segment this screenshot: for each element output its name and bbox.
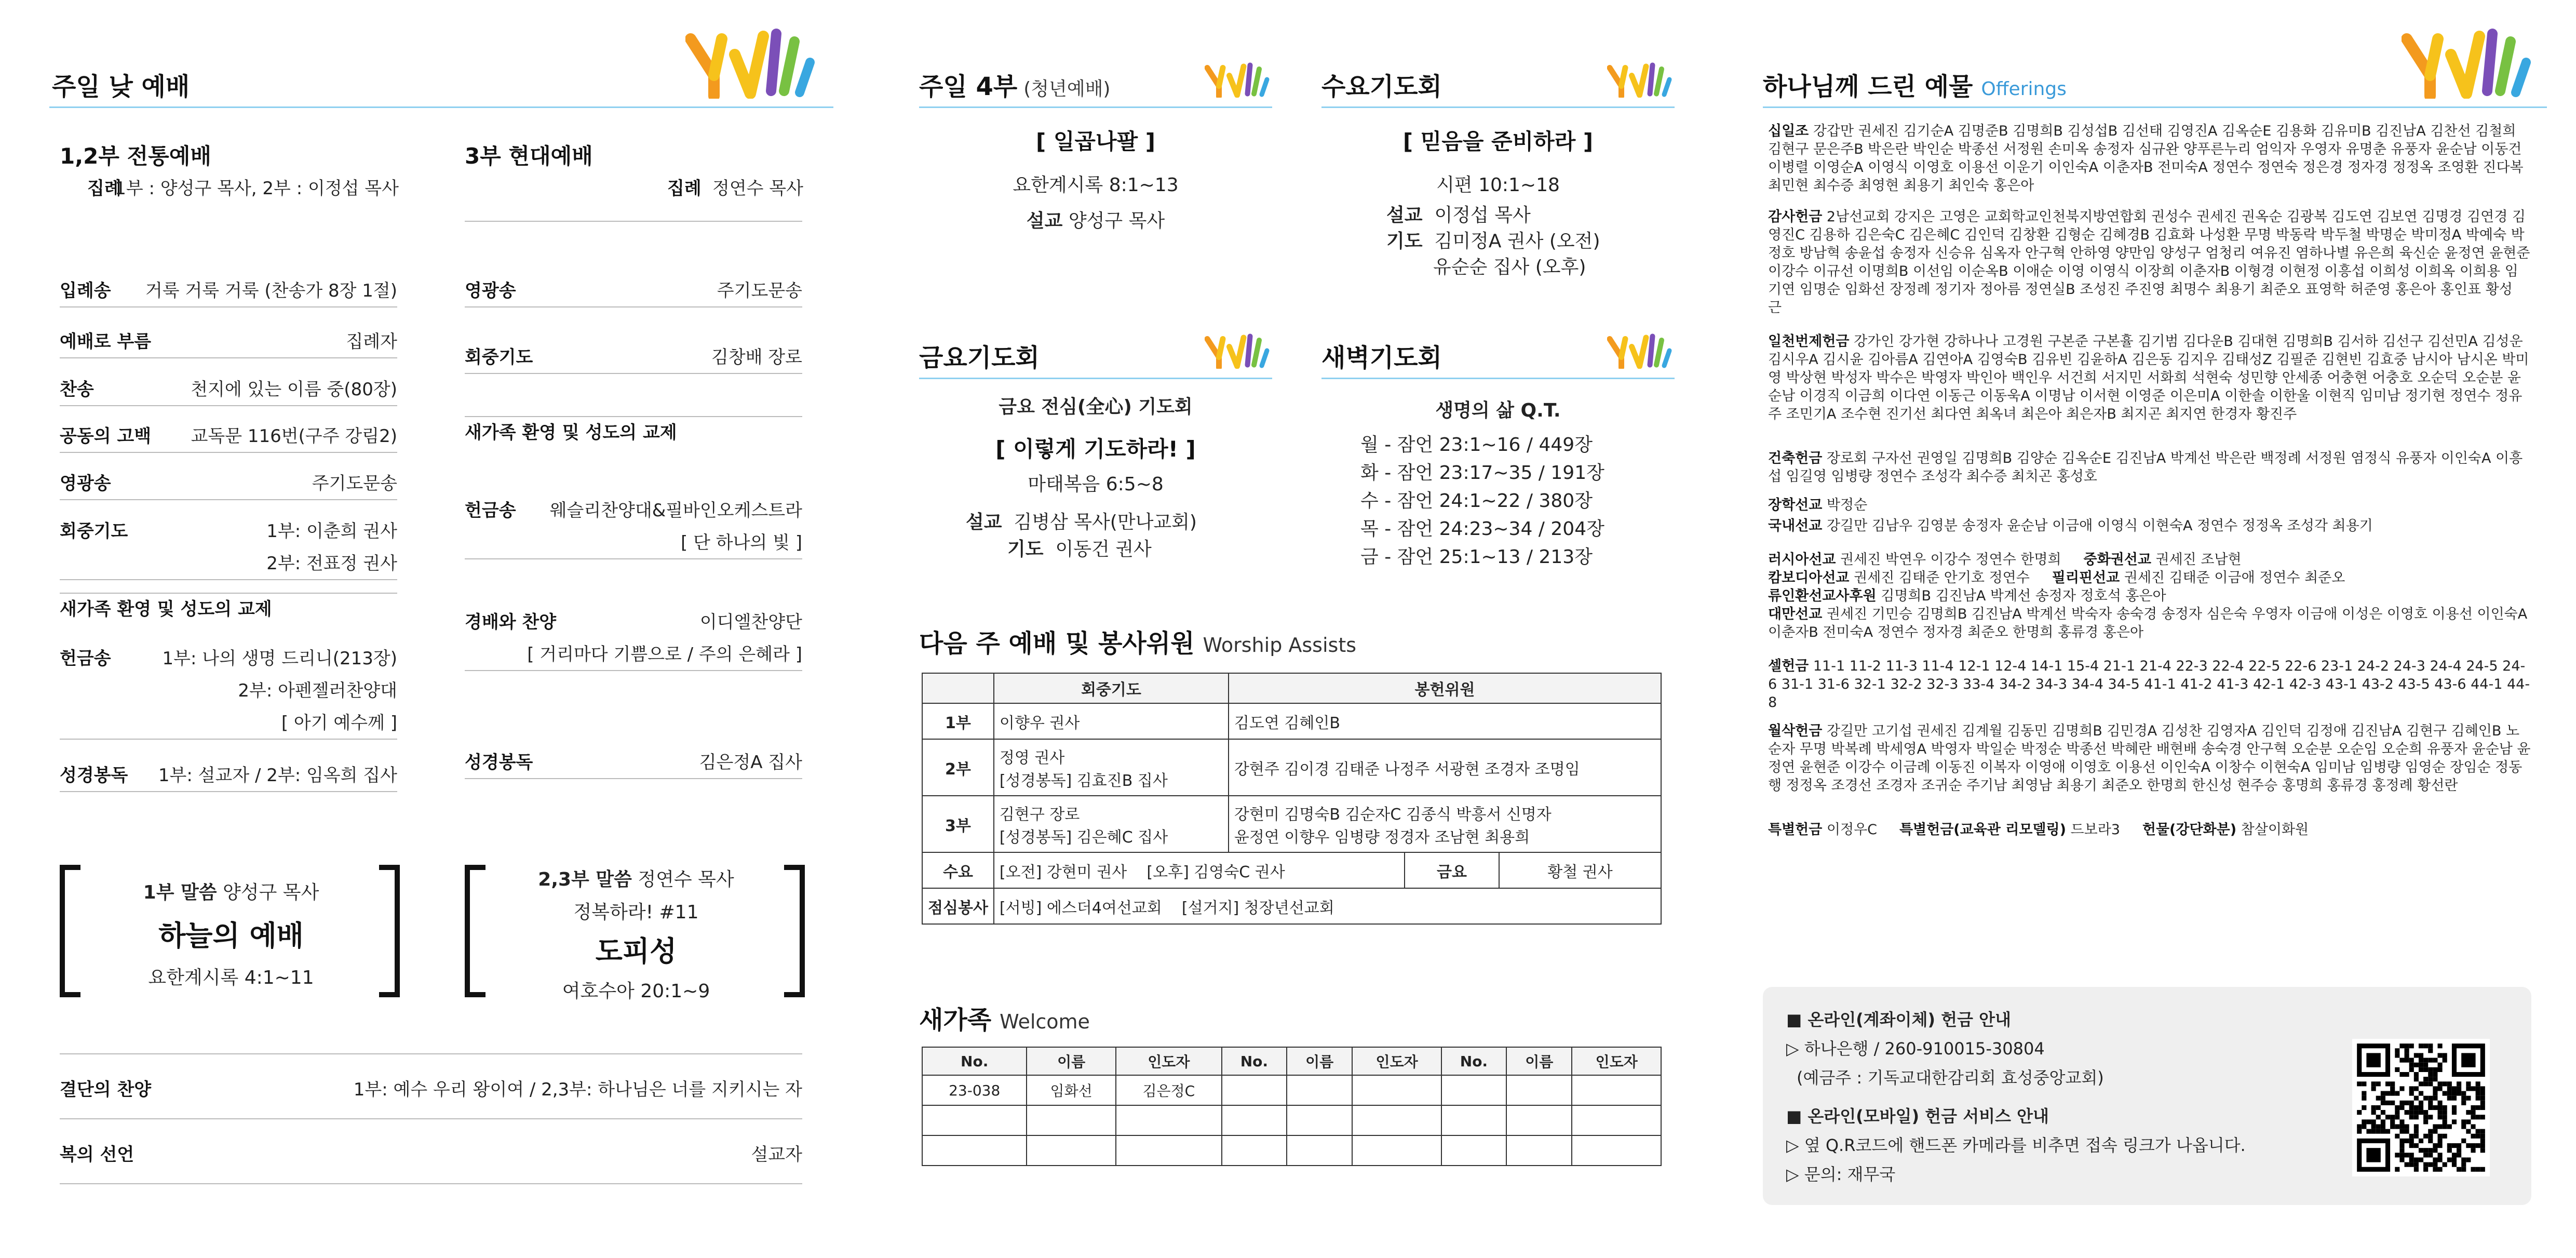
column-header: No.: [1441, 1047, 1506, 1075]
order-value: 김은정A 집사: [699, 752, 802, 773]
offering-block: [1768, 449, 2531, 486]
sermon-text: 요한계시록 4:1~11: [148, 967, 314, 988]
table-row: 2부 정영 권사 [성경봉독] 김효진B 집사 강현주 김이경 김태준 나정주 서광현 조경자 조명임: [922, 739, 1661, 796]
table-row: 3부 김현구 장로 [성경봉독] 김은혜C 집사 강현미 김명숙B 김순자C 김종식 박흥서 신명자 윤정연 이향우 임병량 정경자 조남현 최용희: [922, 796, 1661, 852]
table-cell: [1287, 1135, 1352, 1166]
online-offering-info: ■ 온라인(계좌이체) 헌금 안내 ▷ 하나은행 / 260-910015-30804 (예금주 : 기독교대한감리회 효성중앙교회) ■ 온라인(모바일) 헌금 서비스 안내 ▷ 옆 Q.R코드에 핸드폰 카메라를 비추면 접속 링크가 나옵니다. ▷ 문의: 재무국: [1786, 1010, 2246, 1184]
offering-label: 대만선교: [1768, 606, 1823, 622]
title-underline: [49, 106, 833, 108]
column-header: 인도자: [1116, 1047, 1222, 1075]
table-row: [922, 1105, 1661, 1135]
offering-label: 감사헌금: [1768, 209, 1823, 225]
wednesday-prayer-title: 수요기도회: [1321, 72, 1442, 101]
table-row: [922, 1075, 1661, 1105]
traditional-worship-heading: 1,2부 전통예배: [60, 143, 211, 169]
column-header: 인도자: [1352, 1047, 1441, 1075]
order-label: 공동의 고백: [60, 426, 152, 447]
offering-block: [1768, 332, 2531, 423]
list-item: 목 - 잠언 24:23~34 / 204장: [1360, 518, 1604, 540]
sermon-title: 하늘의 예배: [158, 919, 304, 952]
order-label: 영광송: [60, 473, 111, 494]
offering-names: 김명희B 김진남A 박계선 송정자 정호석 홍은아: [1881, 588, 2166, 604]
offering-label: 특별헌금(교육관 리모델링): [1899, 822, 2066, 838]
leader-value: 1부 : 양성구 목사, 2부 : 이정섭 목사: [115, 178, 399, 199]
offering-block: [1768, 208, 2531, 317]
offering-names: 박정순: [1826, 497, 1868, 513]
table-cell: [1572, 1105, 1661, 1135]
sermon-label: 1부 말씀: [143, 882, 217, 903]
order-label: 새가족 환영 및 성도의 교제: [60, 599, 272, 620]
church-logo-icon: [1205, 61, 1272, 98]
offering-names: 권세진 김태준 이금애 정연수 최준오: [2124, 570, 2345, 586]
offering-label: 국내선교: [1768, 518, 1823, 534]
qr-code-icon[interactable]: [2352, 1039, 2490, 1176]
table-cell: [1441, 1135, 1506, 1166]
qr-code-icon: [2352, 1039, 2490, 1176]
offering-label: 필리핀선교: [2052, 570, 2120, 586]
table-cell: [1116, 1135, 1222, 1166]
offering-label: 헌물(강단화분): [2142, 822, 2237, 838]
order-label: 경배와 찬양: [465, 612, 557, 633]
offering-block: [1768, 551, 2531, 569]
order-value: 주기도문송: [312, 473, 397, 494]
table-row: 수요 [오전] 강현미 권사 [오후] 김영숙C 권사 금요 황철 권사: [922, 852, 1661, 888]
offering-block: [1768, 605, 2531, 641]
offering-label: 월삭헌금: [1768, 723, 1823, 739]
offering-names: 참살이화원: [2241, 822, 2309, 838]
table-cell: [1352, 1105, 1441, 1135]
order-label: 영광송: [465, 280, 516, 301]
order-value: 1부: 이춘희 권사: [266, 521, 397, 542]
table-cell: [1027, 1135, 1115, 1166]
column-header: No.: [1222, 1047, 1287, 1075]
church-logo-icon: [1205, 332, 1272, 369]
sermon-preacher: 양성구 목사: [223, 882, 319, 903]
sunday-4th-title: 주일 4부 (청년예배): [919, 72, 1111, 101]
table-cell: [1222, 1075, 1287, 1105]
order-label: 찬송: [60, 379, 94, 400]
order-value: [ 아기 예수께 ]: [281, 713, 397, 733]
column-header: 이름: [1027, 1047, 1115, 1075]
offering-label: 캄보디아선교: [1768, 570, 1850, 586]
wednesday-roles: 설교 이정섭 목사 기도 김미정A 권사 (오전) 유순순 집사 (오후): [1386, 205, 1600, 278]
order-label: 성경봉독: [60, 765, 128, 786]
order-label: 회중기도: [60, 521, 128, 542]
sunday-4th-block: [ 일곱나팔 ] 요한계시록 8:1~13 설교 양성구 목사: [919, 125, 1272, 233]
offering-label: 셀헌금: [1768, 658, 1809, 674]
table-cell: [922, 1135, 1027, 1166]
offering-block: [1768, 722, 2531, 795]
scripture: 요한계시록 8:1~13: [1013, 175, 1179, 196]
order-value: 주기도문송: [717, 280, 802, 301]
offering-names: 강갑만 권세진 김기순A 김명준B 김명희B 김성섭B 김선태 김영진A 김옥순E 김용화 김유미B 김진남A 김찬선 김철희 김현구 문은주B 박은란 박인순 박종선 서정원 손미옥 송정자 심규완 양푸른누리 엄익자 우영자 유명춘 유풍자 윤순남 이동건 이병렬 이영순A 이영식 이영호 이용선 이운기 이인숙A 이춘자B 전미숙A 정연수 정연숙 정은경 정자경 정정옥 조영환 진다복 최민현 최수증 최영현 최용기 최인숙 홍은아: [1768, 123, 2524, 194]
column-header: 인도자: [1572, 1047, 1661, 1075]
newcomers-title: 새가족 Welcome: [919, 1006, 1090, 1035]
table-cell: 김은정C: [1116, 1075, 1222, 1105]
offering-label: 류인환선교사후원: [1768, 588, 1877, 604]
church-logo-icon: [1607, 61, 1675, 98]
offering-block: [1768, 587, 2531, 605]
offering-names: 강길만 김남우 김영분 송정자 윤순남 이금애 이영식 이현숙A 정연수 정정옥 조성각 최용기: [1826, 518, 2373, 534]
offering-names: 11-1 11-2 11-3 11-4 12-1 12-4 14-1 15-4 21-1 21-4 22-3 22-4 22-5 22-6 23-1 24-2 24-3 24-4 24-5 24-6 31-1 31-6 32-1 32-2 32-3 33-4 34-2 34-3 34-4 34-5 41-1 41-2 41-3 42-1 42-3 43-1 43-2 43-5 43-6 44-1 44-8: [1768, 658, 2530, 711]
offering-names: 드보라3: [2070, 822, 2120, 838]
sunday-worship-title: 주일 낮 예배: [52, 72, 190, 101]
order-value: 웨슬리찬양대&필바인오케스트라: [549, 500, 802, 521]
order-value: 김창배 장로: [711, 347, 802, 368]
church-logo-icon: [2402, 26, 2537, 99]
newcomers-table: [922, 1047, 1662, 1166]
table-cell: [1506, 1075, 1572, 1105]
offering-label: 건축헌금: [1768, 450, 1823, 466]
order-value: 2부: 전표정 권사: [266, 553, 397, 574]
offering-block: [1768, 122, 2531, 195]
leader-label: 집례: [667, 178, 702, 199]
sermon-series: 정복하라! #11: [573, 902, 699, 923]
table-cell: [1027, 1105, 1115, 1135]
table-cell: [1441, 1105, 1506, 1135]
wednesday-block: [ 믿음을 준비하라 ] 시편 10:1~18: [1402, 129, 1594, 196]
church-logo-icon: [685, 26, 820, 99]
column-header: 이름: [1287, 1047, 1352, 1075]
table-cell: 23-038: [922, 1075, 1027, 1105]
dawn-prayer-title: 새벽기도회: [1321, 343, 1442, 372]
table-row: [922, 1135, 1661, 1166]
list-item: 월 - 잠언 23:1~16 / 449장: [1360, 434, 1593, 456]
offering-label: 특별헌금: [1768, 822, 1823, 838]
offering-label: 중화권선교: [2083, 552, 2151, 568]
order-value: 1부: 나의 생명 드리니(213장): [162, 648, 397, 669]
offering-label: 러시아선교: [1768, 552, 1836, 568]
table-row: 점심봉사 [서빙] 에스더4여선교회 [설거지] 청장년선교회: [922, 888, 1661, 924]
offering-block: [1768, 569, 2531, 587]
order-value: 교독문 116번(구주 강림2): [191, 426, 397, 447]
sermon-title: 도피성: [595, 935, 677, 968]
table-cell: [1506, 1105, 1572, 1135]
table-cell: [1287, 1075, 1352, 1105]
leader-label: 집례: [87, 178, 122, 199]
list-item: 수 - 잠언 24:1~22 / 380장: [1360, 490, 1593, 512]
order-value: 거룩 거룩 거룩 (찬송가 8장 1절): [145, 280, 397, 301]
assists-table: 회중기도 봉헌위원 1부 이향우 권사 김도연 김혜인B 2부 정영 권사 [성경봉독] 김효진B 집사 강현주 김이경 김태준 나정주 서광현 조경자 조명임 3부 김현구 장로 [성경봉독] 김은혜C 집사 강현미 김명숙B 김순자C 김종식 박흥서 신명자 윤정연 이향우 임병량 정경자 조남현 최용희 수요 [오전] 강현미 권사 [오후] 김영숙C 권사 금요 황철 권사 점심봉사 [서빙] 에스더4여선교회 [설거지] 청장년선교회: [922, 673, 1662, 925]
offering-names: 이정우C: [1826, 822, 1878, 838]
table-cell: 임화선: [1027, 1075, 1115, 1105]
offering-label: 십일조: [1768, 123, 1809, 139]
sermon-1: [75, 878, 387, 989]
offering-names: 권세진 박연우 이강수 정연수 한명희: [1840, 552, 2061, 568]
offering-names: 강길만 고기섭 권세진 김계월 김동민 김명희B 김민경A 김성찬 김영자A 김인덕 김정애 김진남A 김현구 김혜인B 노순자 무명 박복례 박세영A 박영자 박일순 박정순 박종선 박혜란 배현배 송숙경 안구혁 오순분 오순임 오순희 유풍자 윤순남 윤정연 윤현준 이강수 이금례 이동진 이복자 이영애 이영호 이용선 이인숙A 이창수 이현숙A 임미남 임병량 임영순 장임순 정동행 정정옥 조경선 조경자 조귀순 주기남 최영남 최용기 최준오 한명희 한신성 현주승 홍명희 홍류경 홍정례 황선란: [1768, 723, 2531, 794]
table-cell: [1441, 1075, 1506, 1105]
worship-assists-title: 다음 주 예배 및 봉사위원 Worship Assists: [919, 629, 1357, 658]
offering-block: [1768, 821, 2531, 839]
modern-worship-heading: 3부 현대예배: [465, 143, 593, 169]
dawn-qt-title: 생명의 삶 Q.T.: [1435, 400, 1561, 421]
order-value: 집례자: [346, 331, 397, 352]
table-cell: [1506, 1135, 1572, 1166]
order-label: 회중기도: [465, 347, 533, 368]
order-label: 새가족 환영 및 성도의 교제: [465, 422, 677, 443]
offering-block: [1768, 496, 2531, 514]
church-logo-icon: [1607, 332, 1675, 369]
friday-prayer-title: 금요기도회: [919, 343, 1040, 372]
order-label: 헌금송: [465, 500, 516, 521]
table-cell: [1352, 1135, 1441, 1166]
theme: [ 일곱나팔 ]: [1036, 129, 1155, 154]
order-value: [ 단 하나의 빛 ]: [681, 532, 802, 553]
offering-names: 장로회 구자선 권영일 김명희B 김양순 김옥순E 김진남A 박계선 박은란 백정례 서정원 염정식 유풍자 이인숙A 이흥섭 임길영 임병량 정연수 조성각 최수증 최치곤 홍성호: [1768, 450, 2523, 485]
table-cell: [1287, 1105, 1352, 1135]
order-label: 헌금송: [60, 648, 111, 669]
order-value: 2부: 아펜젤러찬양대: [238, 680, 397, 701]
offering-names: 2남선교회 강지은 고영은 교회학교인천북지방연합회 권성수 권세진 권옥순 김광복 김도연 김보연 김명경 김연경 김영진C 김용하 김은숙C 김은혜C 김인덕 김창환 김형순 김혜경B 김효화 나성환 무명 박동락 박두철 박명순 박미정A 박예숙 박정호 방남혁 송윤섭 송정자 신승유 심옥자 안구혁 안하영 양만임 양성구 엄청리 여유진 염하나별 유은희 육신순 윤정연 윤현준 이강수 이규선 이명희B 이선임 이순옥B 이애순 이영 이영식 이장희 이춘자B 이형경 이현정 이흥섭 이희성 이희옥 이희용 임기연 임명순 임화선 장정례 정기자 정아름 정연실B 조성진 주진영 최명수 최용기 최준오 표영학 허준영 홍은아 홍인표 황성근: [1768, 209, 2530, 316]
offering-label: 일천번제헌금: [1768, 333, 1850, 350]
offering-block: [1768, 517, 2531, 535]
friday-roles: 설교 김병삼 목사(만나교회) 기도 이동건 권사: [966, 512, 1197, 560]
list-item: 금 - 잠언 25:1~13 / 213장: [1360, 546, 1593, 568]
table-row: 1부 이향우 권사 김도연 김혜인B: [922, 703, 1661, 739]
dawn-list: [1360, 431, 1604, 571]
table-cell: [1116, 1105, 1222, 1135]
order-label: 입례송: [60, 280, 111, 301]
sermon-2: [480, 865, 792, 1003]
offering-names: 권세진 기민승 김명희B 김진남A 박계선 박숙자 송숙경 송정자 심은숙 우영자 이금애 이성은 이영호 이용선 이인숙A 이춘자B 전미숙A 정연수 정자경 최준오 한명희 홍류경 홍은아: [1768, 606, 2528, 640]
offering-block: [1768, 657, 2531, 712]
offering-names: 권세진 김태준 안기호 정연수: [1854, 570, 2030, 586]
order-label: 성경봉독: [465, 752, 533, 773]
column-header: 이름: [1506, 1047, 1572, 1075]
sermon-preacher: 정연수 목사: [638, 869, 734, 890]
sermon-label: 2,3부 말씀: [538, 869, 632, 890]
table-cell: [1572, 1135, 1661, 1166]
column-header: No.: [922, 1047, 1027, 1075]
leader-value: 정연수 목사: [712, 178, 803, 199]
order-value: [ 거리마다 기쁨으로 / 주의 은혜라 ]: [527, 644, 802, 665]
friday-block: 금요 전심(全心) 기도회 [ 이렇게 기도하라! ] 마태복음 6:5~8: [995, 396, 1196, 495]
offering-names: 권세진 조남현: [2155, 552, 2242, 568]
table-cell: [1222, 1135, 1287, 1166]
order-value: 천지에 있는 이름 중(80장): [191, 379, 397, 400]
offering-names: 강가인 강가현 강하나나 고경원 구본준 구본휼 김기범 김다운B 김대현 김명희B 김서하 김선구 김선민A 김성운 김시우A 김시윤 김아름A 김연아A 김영숙B 김유빈 김윤하A 김은동 김지우 김태성Z 김필준 김현빈 김효중 남시아 남시온 박미영 박상현 박성자 박수은 박영자 박인아 백인우 서건희 서지민 서화희 석현숙 성민향 안세종 어충현 어충호 오순덕 오순분 윤순남 이경직 이금희 이다연 이동근 이동욱A 이명남 이서현 이영준 이은미A 이한솔 이한울 이현직 임미남 정기현 정연수 정유주 조민기A 조수현 진기선 최다연 최옥녀 최은아 최은자B 최지곤 최지연 한경자 황진주: [1768, 333, 2529, 422]
order-label: 예배로 부름: [60, 331, 152, 352]
order-value: 1부: 설교자 / 2부: 임옥희 집사: [158, 765, 397, 786]
table-cell: [922, 1105, 1027, 1135]
table-cell: [1572, 1075, 1661, 1105]
offering-label: 장학선교: [1768, 497, 1823, 513]
offerings-title: 하나님께 드린 예물 Offerings: [1763, 72, 2067, 101]
table-cell: [1352, 1075, 1441, 1105]
order-value: 이디엘찬양단: [699, 612, 802, 633]
list-item: 화 - 잠언 23:17~35 / 191장: [1360, 462, 1604, 484]
table-cell: [1222, 1105, 1287, 1135]
sermon-text: 여호수아 20:1~9: [562, 981, 710, 1002]
